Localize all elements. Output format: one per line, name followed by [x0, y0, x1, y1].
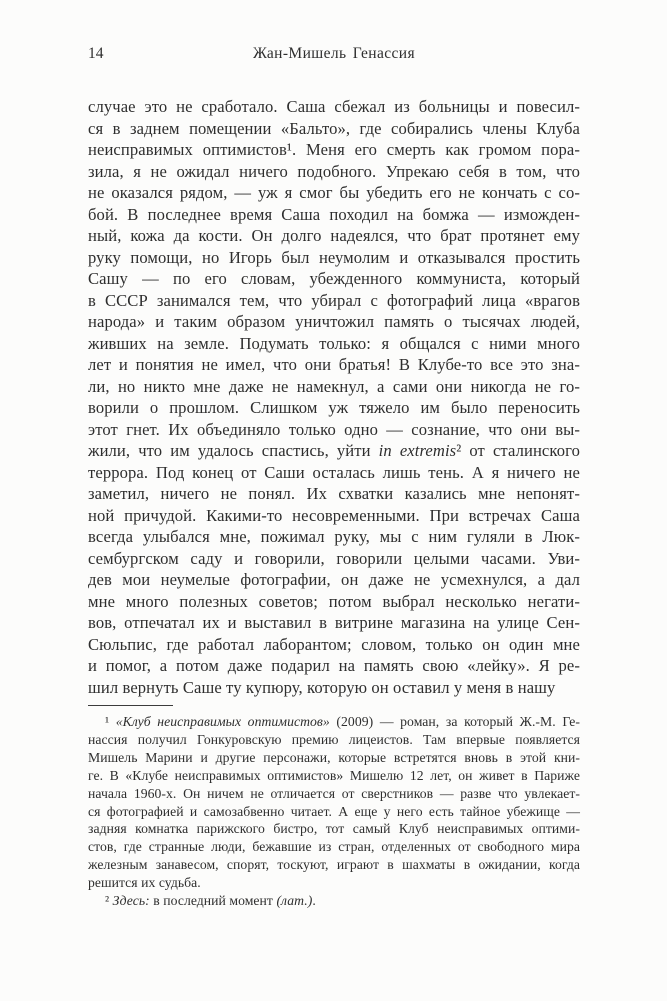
page-number: 14: [88, 45, 104, 62]
text-line: зила, я не ожидал ничего подобного. Упрекаю себя в том, что: [88, 161, 580, 181]
text-line: вов, отпечатал их и выставил в витрине магазина на улице Сен-: [88, 613, 580, 632]
text-line: лет и понятия не имел, что они братья! В Клубе-то все это зна-: [88, 355, 580, 374]
text-line: Мишель Марини и другие персонажи, которые встретятся вновь в этой кни-: [88, 749, 580, 765]
text-line: всегда улыбался мне, пожимал руку, мы с ним гуляли в Люк-: [88, 527, 580, 546]
text-line: неисправимых оптимистов¹. Меня его смерть как громом пора-: [88, 140, 580, 159]
text-line: не оказался рядом, — уж я смог бы убедить его не кончать с со-: [88, 183, 580, 202]
footnotes: [88, 713, 580, 910]
text-line: бой. В последнее время Саша походил на бомжа — изможден-: [88, 204, 580, 224]
running-title: Жан-Мишель Генассия: [252, 45, 416, 62]
text-line: ной причудой. Какими-то несовременными. При встречах Саша: [88, 505, 580, 525]
text-line: ворили о прошлом. Слишком уж тяжело им было переносить: [88, 398, 580, 417]
text-line: и помог, а потом даже подарил на память свою «лейку». Я ре-: [88, 656, 580, 675]
text-line: ² Здесь: в последний момент (лат.).: [105, 893, 316, 909]
text-line: шил вернуть Саше ту купюру, которую он оставил у меня в нашу: [88, 677, 556, 697]
text-line: террора. Под конец от Саши осталась лишь тень. А я ничего не: [88, 462, 580, 482]
text-line: дев мои неумелые фотографии, он даже не усмехнулся, а дал: [88, 570, 580, 589]
text-line: ся фотографией и самозабвенно читает. А еще у него есть тайное убежище —: [88, 803, 580, 819]
text-line: сембургском саду и говорили, говорили целыми часами. Уви-: [88, 548, 580, 568]
text-line: начала 1960-х. Он ничем не отличается от сверстников — разве что увлекает-: [88, 785, 580, 801]
text-line: решится их судьба.: [88, 875, 201, 891]
text-line: заметил, ничего не понял. Их схватки казались мне непонят-: [88, 484, 580, 503]
text-line: мне много полезных советов; потом выбрал несколько негати-: [88, 591, 580, 611]
text-line: жили, что им удалось спастись, уйти in extremis² от сталинского: [88, 441, 580, 460]
text-line: ный, кожа да кости. Он долго надеялся, что брат протянет ему: [88, 226, 580, 245]
text-line: задняя комнатка парижского бистро, тот самый Клуб неисправимых оптими-: [88, 821, 580, 837]
text-line: железным занавесом, спорят, тоскуют, играют в шахматы в ожидании, когда: [88, 857, 580, 873]
text-line: народа» и таким образом уничтожил память о тысячах людей,: [88, 312, 580, 331]
page-header: [88, 44, 580, 64]
text-line: случае это не сработало. Саша сбежал из больницы и повесил-: [88, 97, 580, 116]
text-line: живших на земле. Подумать только: я общался с ними много: [88, 333, 580, 353]
text-line: ся в заднем помещении «Бальто», где собирались члены Клуба: [88, 118, 580, 138]
footnote-separator: [88, 705, 173, 706]
text-line: этот гнет. Их объединяло только одно — сознание, что они вы-: [88, 419, 580, 439]
text-line: нассия получил Гонкуровскую премию лицеистов. Там впервые появляется: [88, 731, 580, 747]
text-line: стов, где странные люди, бежавшие из стран, отделенных от свободного мира: [88, 839, 580, 855]
text-line: Сашу — по его словам, убежденного коммуниста, который: [88, 269, 580, 288]
text-line: в СССР занимался тем, что убирал с фотографий лица «врагов: [88, 290, 580, 310]
text-line: руку помощи, но Игорь был неумолим и отказывался простить: [88, 247, 580, 267]
body-text: [88, 96, 580, 698]
text-line: Сюльпис, где работал лаборантом; словом, только он один мне: [88, 634, 580, 654]
text-line: ли, но никто мне даже не намекнул, а сами они никогда не го-: [88, 376, 580, 396]
text-line: ге. В «Клубе неисправимых оптимистов» Мишелю 12 лет, он живет в Париже: [88, 767, 580, 783]
text-line: ¹ «Клуб неисправимых оптимистов» (2009) — роман, за который Ж.-М. Ге-: [105, 714, 580, 729]
